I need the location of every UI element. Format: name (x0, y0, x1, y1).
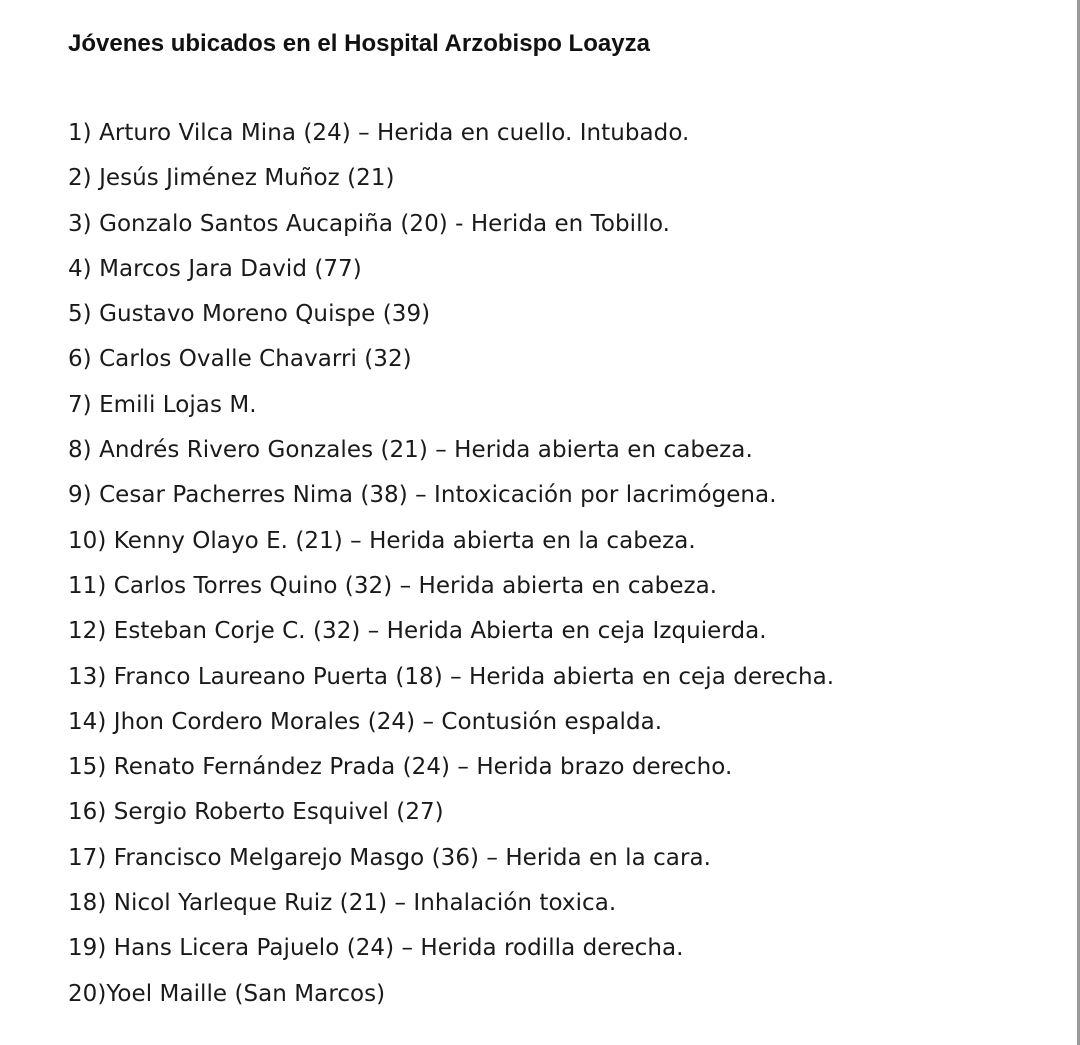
list-item: 15) Renato Fernández Prada (24) – Herida brazo derecho. (68, 754, 733, 781)
list-item: 7) Emili Lojas M. (68, 391, 257, 418)
list-item: 4) Marcos Jara David (77) (68, 255, 362, 282)
list-item: 19) Hans Licera Pajuelo (24) – Herida rodilla derecha. (68, 935, 684, 962)
patient-list (68, 111, 834, 1017)
list-item: 6) Carlos Ovalle Chavarri (32) (68, 346, 412, 373)
list-item: 11) Carlos Torres Quino (32) – Herida abierta en cabeza. (68, 572, 718, 599)
list-item: 8) Andrés Rivero Gonzales (21) – Herida abierta en cabeza. (68, 437, 753, 464)
list-item: 1) Arturo Vilca Mina (24) – Herida en cuello. Intubado. (68, 120, 690, 146)
list-item: 13) Franco Laureano Puerta (18) – Herida abierta en ceja derecha. (68, 663, 835, 690)
list-item: 2) Jesús Jiménez Muñoz (21) (68, 165, 395, 192)
list-item: 5) Gustavo Moreno Quispe (39) (68, 301, 431, 328)
list-item: 3) Gonzalo Santos Aucapiña (20) - Herida en Tobillo. (68, 210, 671, 237)
list-item: 12) Esteban Corje C. (32) – Herida Abierta en ceja Izquierda. (68, 618, 767, 645)
list-item: 20)Yoel Maille (San Marcos) (68, 980, 386, 1007)
document-title: Jóvenes ubicados en el Hospital Arzobispo Loayza (68, 30, 650, 57)
list-item: 14) Jhon Cordero Morales (24) – Contusión espalda. (68, 708, 663, 735)
list-item: 10) Kenny Olayo E. (21) – Herida abierta en la cabeza. (68, 527, 696, 554)
list-item: 16) Sergio Roberto Esquivel (27) (68, 799, 444, 826)
list-item: 17) Francisco Melgarejo Masgo (36) – Herida en la cara. (68, 844, 711, 871)
list-item: 18) Nicol Yarleque Ruiz (21) – Inhalación toxica. (68, 890, 617, 917)
list-item: 9) Cesar Pacherres Nima (38) – Intoxicación por lacrimógena. (68, 482, 777, 509)
